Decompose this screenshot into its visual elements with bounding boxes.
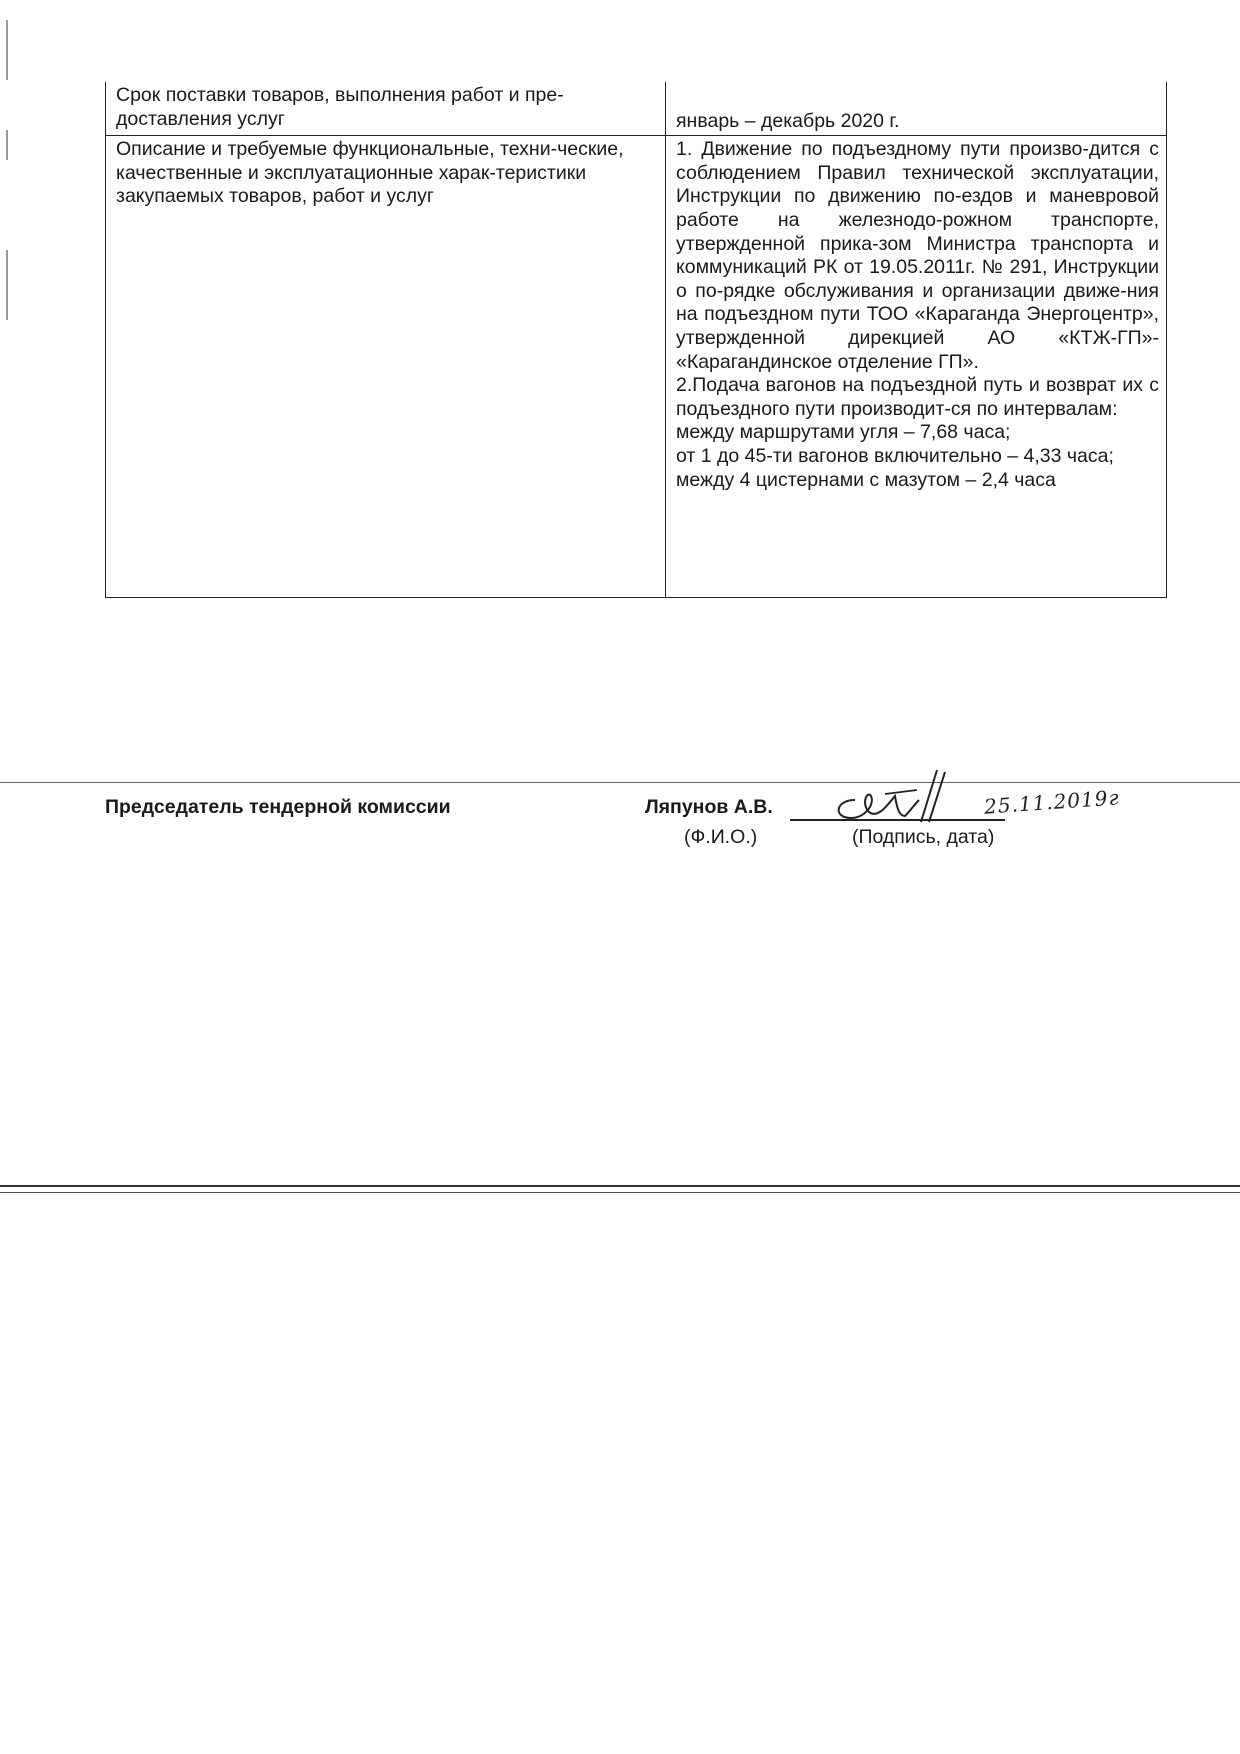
binding-mark — [6, 20, 8, 80]
fio-caption: (Ф.И.О.) — [684, 826, 758, 848]
handwritten-date: 25.11.2019г — [983, 785, 1121, 819]
signature-title: Председатель тендерной комиссии — [105, 796, 451, 818]
description-item: между 4 цистернами с мазутом – 2,4 часа — [676, 468, 1056, 491]
double-separator-line-top — [0, 1185, 1240, 1187]
binding-mark — [6, 130, 8, 160]
row-label-description: Описание и требуемые функциональные, техни-ческие, качественные и эксплуатационные харак-теристики закупаемых товаров, работ и услуг — [106, 136, 666, 598]
double-separator-line-bottom — [0, 1192, 1240, 1193]
signature-separator-line — [0, 782, 1240, 783]
signature-caption: (Подпись, дата) — [852, 826, 995, 848]
table-row — [106, 136, 1167, 598]
row-value-delivery-term: январь – декабрь 2020 г. — [666, 82, 1167, 136]
row-label-delivery-term: Срок поставки товаров, выполнения работ и пре-доставления услуг — [106, 82, 666, 136]
signatory-name: Ляпунов А.В. — [645, 796, 773, 818]
description-item: 1. Движение по подъездному пути произво-дится с соблюдением Правил технической эксплуатации, Инструкции по движению по-ездов и маневровой работе на железнодо-рожном транспорте, утвержденной прика-зом Министра транспорта и коммуникаций РК от 19.05.2011г. № 291, Инструкции о по-рядке обслуживания и организации движе-ния на подъездном пути ТОО «Караганда Энергоцентр», утвержденной дирекцией АО «КТЖ-ГП»- «Карагандинское отделение ГП». — [676, 138, 1159, 373]
table-row — [106, 82, 1167, 136]
row-value-description — [666, 136, 1167, 598]
description-item: от 1 до 45-ти вагонов включительно – 4,33 часа; — [676, 444, 1114, 467]
handwritten-signature-icon — [825, 760, 975, 830]
description-item: 2.Подача вагонов на подъездной путь и возврат их с подъездного пути производит-ся по интервалам: — [676, 374, 1159, 420]
description-item: между маршрутами угля – 7,68 часа; — [676, 421, 1011, 444]
binding-mark — [6, 250, 8, 320]
spec-table — [105, 82, 1167, 598]
